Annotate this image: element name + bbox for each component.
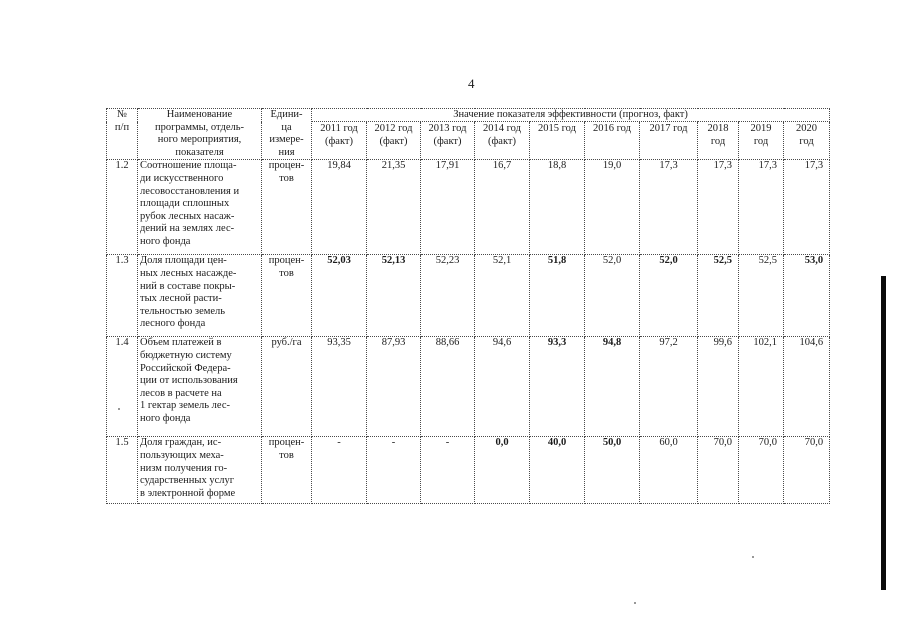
indicator-value: 17,3 — [698, 160, 739, 255]
indicator-value: 97,2 — [640, 337, 698, 437]
column-header-number-text: № п/п — [114, 109, 130, 133]
indicator-value: 17,3 — [784, 160, 830, 255]
row-number: 1.3 — [107, 255, 138, 337]
year-header-text: 2018 год — [707, 123, 729, 147]
column-header-unit-text: Едини- ца измере- ния — [269, 109, 304, 158]
indicator-value: 104,6 — [784, 337, 830, 437]
year-header-text: 2013 год (факт) — [428, 123, 467, 147]
indicator-value: 16,7 — [475, 160, 530, 255]
indicator-name: Доля площади цен- ных лесных насажде- ний в составе покры- тых лесной расти- тельностью земель лесного фонда — [138, 255, 262, 337]
year-header-text: 2019 год — [750, 123, 772, 147]
column-header-name-text: Наименование программы, отдель- ного мероприятия, показателя — [154, 109, 245, 158]
column-header-group-text: Значение показателя эффективности (прогноз, факт) — [453, 109, 688, 120]
year-header-text: 2015 год — [538, 123, 576, 134]
page-number: 4 — [468, 76, 475, 91]
indicator-value: 52,0 — [640, 255, 698, 337]
row-number: 1.4 — [107, 337, 138, 437]
indicator-value: 21,35 — [367, 160, 421, 255]
indicator-value: 50,0 — [585, 437, 640, 504]
indicator-name: Соотношение площа- ди искусственного лесовосстановления и площади сплошных рубок лесных насаж- дений на землях лес- ного фонда — [138, 160, 262, 255]
indicator-value: 60,0 — [640, 437, 698, 504]
indicator-value: 40,0 — [530, 437, 585, 504]
row-number: 1.5 — [107, 437, 138, 504]
indicator-value: - — [421, 437, 475, 504]
year-header — [698, 122, 739, 160]
scan-edge-bar — [881, 276, 886, 590]
indicator-value: 87,93 — [367, 337, 421, 437]
indicator-value: 52,03 — [312, 255, 367, 337]
scan-speck — [752, 556, 754, 558]
year-header-text: 2017 год — [649, 123, 688, 134]
indicator-value: 17,3 — [640, 160, 698, 255]
indicator-value: 51,8 — [530, 255, 585, 337]
column-header-number — [107, 109, 138, 160]
indicator-value: 94,8 — [585, 337, 640, 437]
indicator-value: 94,6 — [475, 337, 530, 437]
table-row — [107, 255, 830, 337]
year-header-text: 2020 год — [796, 123, 818, 147]
scan-speck — [118, 408, 120, 410]
table-row — [107, 160, 830, 255]
indicator-value: 18,8 — [530, 160, 585, 255]
year-header-text: 2012 год (факт) — [374, 123, 413, 147]
indicator-value: 99,6 — [698, 337, 739, 437]
column-header-group — [312, 109, 830, 122]
year-header — [530, 122, 585, 160]
indicator-value: 17,3 — [739, 160, 784, 255]
indicator-value: 93,3 — [530, 337, 585, 437]
indicator-value: 52,13 — [367, 255, 421, 337]
year-header — [739, 122, 784, 160]
indicator-value: - — [312, 437, 367, 504]
year-header — [640, 122, 698, 160]
indicator-value: 52,0 — [585, 255, 640, 337]
unit-of-measure: процен- тов — [262, 160, 312, 255]
indicator-value: 52,5 — [698, 255, 739, 337]
efficiency-indicators-table — [106, 108, 830, 504]
year-header — [367, 122, 421, 160]
indicator-value: - — [367, 437, 421, 504]
year-header — [784, 122, 830, 160]
table-row — [107, 337, 830, 437]
table-body — [107, 160, 830, 504]
table-row — [107, 437, 830, 504]
indicator-value: 93,35 — [312, 337, 367, 437]
table-header-row — [107, 109, 830, 122]
year-header — [312, 122, 367, 160]
column-header-name — [138, 109, 262, 160]
year-header-text: 2011 год (факт) — [320, 123, 358, 147]
indicator-value: 70,0 — [698, 437, 739, 504]
year-header-text: 2016 год — [593, 123, 631, 134]
indicator-value: 19,0 — [585, 160, 640, 255]
unit-of-measure: процен- тов — [262, 255, 312, 337]
unit-of-measure: процен- тов — [262, 437, 312, 504]
indicator-value: 102,1 — [739, 337, 784, 437]
indicator-value: 19,84 — [312, 160, 367, 255]
scan-speck — [634, 602, 636, 604]
indicator-value: 53,0 — [784, 255, 830, 337]
year-header — [475, 122, 530, 160]
column-header-unit — [262, 109, 312, 160]
indicator-name: Доля граждан, ис- пользующих меха- низм получения го- сударственных услуг в электронной форме — [138, 437, 262, 504]
indicator-name: Объем платежей в бюджетную систему Российской Федера- ции от использования лесов в расчете на 1 гектар земель лес- ного фонда — [138, 337, 262, 437]
indicator-value: 70,0 — [739, 437, 784, 504]
year-header — [421, 122, 475, 160]
year-header — [585, 122, 640, 160]
row-number: 1.2 — [107, 160, 138, 255]
indicator-value: 70,0 — [784, 437, 830, 504]
unit-of-measure: руб./га — [262, 337, 312, 437]
year-header-text: 2014 год (факт) — [483, 123, 521, 147]
indicator-value: 88,66 — [421, 337, 475, 437]
indicator-value: 17,91 — [421, 160, 475, 255]
indicator-value: 52,23 — [421, 255, 475, 337]
indicator-value: 0,0 — [475, 437, 530, 504]
indicator-value: 52,1 — [475, 255, 530, 337]
indicator-value: 52,5 — [739, 255, 784, 337]
